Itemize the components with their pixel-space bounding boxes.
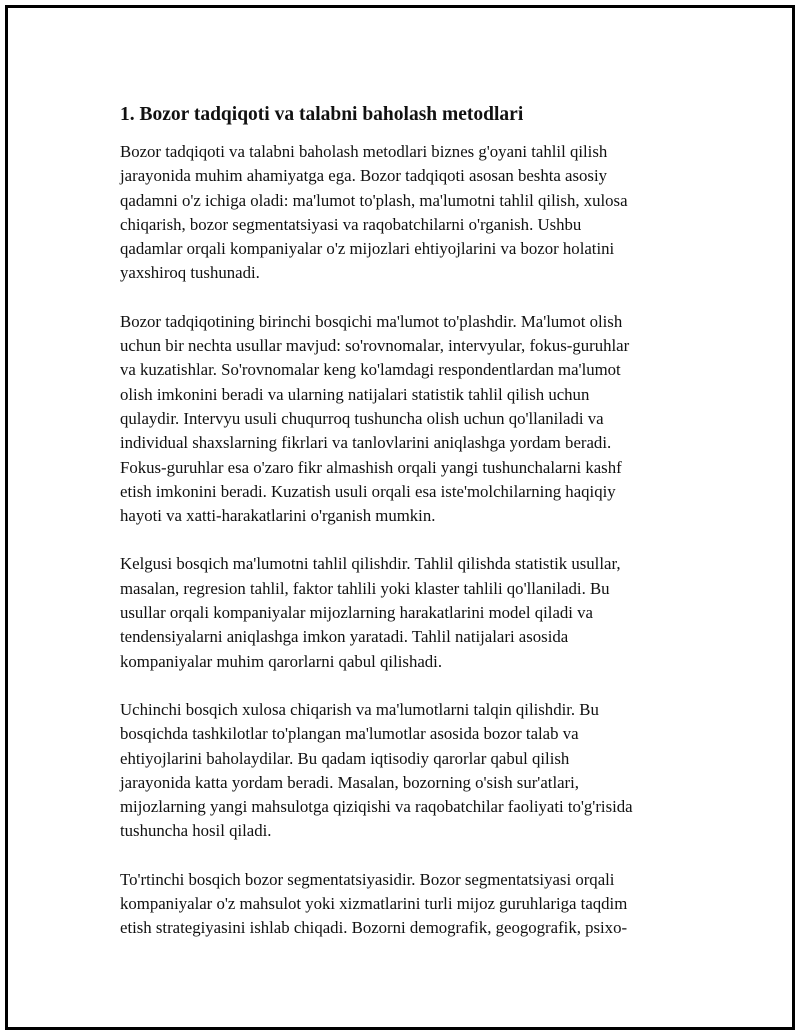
paragraph-segmentation	[120, 868, 700, 941]
text-line: Uchinchi bosqich xulosa chiqarish va ma'lumotlarni talqin qilishdir. Bu	[120, 699, 599, 719]
text-line: ehtiyojlarini baholaydilar. Bu qadam iqtisodiy qarorlar qabul qilish	[120, 748, 570, 768]
text-line: masalan, regresion tahlil, faktor tahlili yoki klaster tahlili qo'llaniladi. Bu	[120, 578, 610, 598]
text-line: chiqarish, bozor segmentatsiyasi va raqobatchilarni o'rganish. Ushbu	[120, 214, 582, 234]
text-line: Bozor tadqiqoti va talabni baholash metodlari biznes g'oyani tahlil qilish	[120, 142, 608, 161]
text-line: yaxshiroq tushunadi.	[120, 263, 260, 283]
text-line: etish strategiyasini ishlab chiqadi. Bozorni demografik, geogografik, psixo-	[120, 918, 628, 938]
text-line: mijozlarning yangi mahsulotga qiziqishi va raqobatchilar faoliyati to'g'risida	[120, 797, 633, 817]
text-line: bosqichda tashkilotlar to'plangan ma'lumotlar asosida bozor talab va	[120, 724, 579, 744]
text-line: uchun bir nechta usullar mavjud: so'rovnomalar, intervyular, fokus-guruhlar	[120, 336, 630, 356]
text-line: Kelgusi bosqich ma'lumotni tahlil qilishdir. Tahlil qilishda statistik usullar,	[120, 554, 621, 574]
text-line: jarayonida muhim ahamiyatga ega. Bozor tadqiqoti asosan beshta asosiy	[120, 166, 607, 186]
paragraph-data-collection	[120, 310, 700, 529]
text-line: Bozor tadqiqotining birinchi bosqichi ma'lumot to'plashdir. Ma'lumot olish	[120, 311, 623, 331]
text-line: tushuncha hosil qiladi.	[120, 821, 272, 841]
text-line: qulaydir. Intervyu usuli chuqurroq tushuncha olish uchun qo'llaniladi va	[120, 408, 604, 428]
text-line: individual shaxslarning fikrlari va tanlovlarini aniqlashga yordam beradi.	[120, 433, 612, 453]
text-line: olish imkonini beradi va ularning natijalari statistik tahlil qilish uchun	[120, 384, 590, 404]
text-line: To'rtinchi bosqich bozor segmentatsiyasidir. Bozor segmentatsiyasi orqali	[120, 869, 615, 889]
paragraph-intro	[120, 140, 700, 286]
text-line: usullar orqali kompaniyalar mijozlarning harakatlarini model qiladi va	[120, 603, 593, 623]
document-page	[5, 5, 795, 1030]
section-heading: 1. Bozor tadqiqoti va talabni baholash metodlari	[120, 104, 524, 125]
text-line: etish imkonini beradi. Kuzatish usuli orqali esa iste'molchilarning haqiqiy	[120, 481, 616, 501]
text-line: qadamlar orqali kompaniyalar o'z mijozlari ehtiyojlarini va bozor holatini	[120, 239, 615, 259]
text-line: hayoti va xatti-harakatlarini o'rganish mumkin.	[120, 506, 436, 526]
text-line: kompaniyalar muhim qarorlarni qabul qilishadi.	[120, 651, 443, 671]
text-line: jarayonida katta yordam beradi. Masalan, bozorning o'sish sur'atlari,	[120, 772, 580, 792]
document-body	[120, 101, 700, 965]
text-line: tendensiyalarni aniqlashga imkon yaratadi. Tahlil natijalari asosida	[120, 627, 569, 647]
text-line: va kuzatishlar. So'rovnomalar keng ko'lamdagi respondentlardan ma'lumot	[120, 360, 621, 380]
text-line: qadamni o'z ichiga oladi: ma'lumot to'plash, ma'lumotni tahlil qilish, xulosa	[120, 190, 628, 210]
text-line: Fokus-guruhlar esa o'zaro fikr almashish orqali yangi tushunchalarni kashf	[120, 457, 622, 477]
paragraph-conclusions	[120, 698, 700, 844]
text-line: kompaniyalar o'z mahsulot yoki xizmatlarini turli mijoz guruhlariga taqdim	[120, 894, 628, 914]
paragraph-data-analysis	[120, 552, 700, 673]
